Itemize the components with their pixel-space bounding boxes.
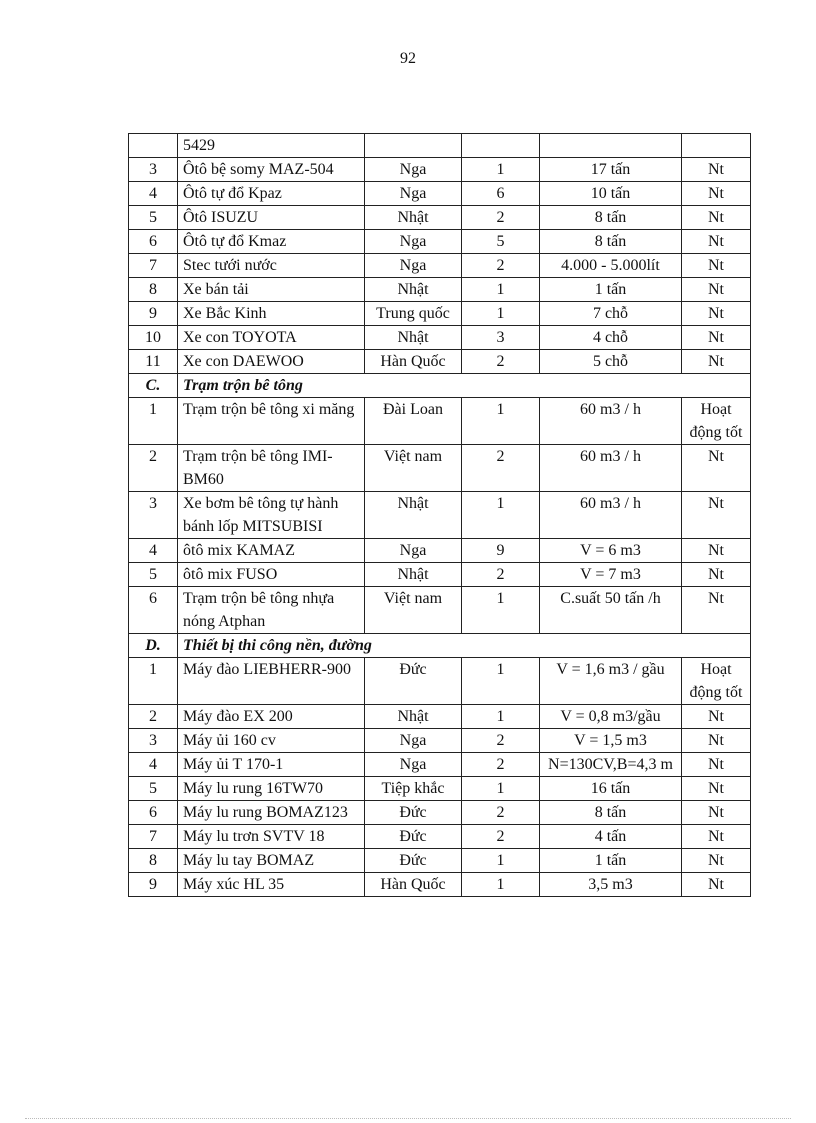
cell-status: Hoạt động tốt	[682, 658, 751, 705]
table-row	[129, 134, 751, 158]
cell-capacity: 8 tấn	[540, 801, 682, 825]
cell-equipment-name: ôtô mix KAMAZ	[178, 539, 365, 563]
cell-capacity: 60 m3 / h	[540, 398, 682, 445]
cell-capacity: C.suất 50 tấn /h	[540, 587, 682, 634]
cell-equipment-name: Máy đào LIEBHERR-900	[178, 658, 365, 705]
cell-capacity: 16 tấn	[540, 777, 682, 801]
cell-equipment-name: 5429	[178, 134, 365, 158]
cell-equipment-name: Máy lu tay BOMAZ	[178, 849, 365, 873]
cell-quantity: 2	[462, 563, 540, 587]
cell-status: Nt	[682, 182, 751, 206]
cell-origin: Việt nam	[365, 587, 462, 634]
section-title: Thiết bị thi công nền, đường	[178, 634, 751, 658]
cell-equipment-name: Trạm trộn bê tông xi măng	[178, 398, 365, 445]
cell-capacity: 60 m3 / h	[540, 445, 682, 492]
cell-index: 6	[129, 230, 178, 254]
table-row	[129, 849, 751, 873]
cell-equipment-name: Xe con TOYOTA	[178, 326, 365, 350]
cell-status	[682, 134, 751, 158]
cell-index: 7	[129, 825, 178, 849]
cell-capacity: V = 7 m3	[540, 563, 682, 587]
cell-status: Nt	[682, 563, 751, 587]
equipment-table-body	[129, 134, 751, 897]
cell-capacity: 10 tấn	[540, 182, 682, 206]
cell-origin: Hàn Quốc	[365, 350, 462, 374]
table-row	[129, 326, 751, 350]
table-row	[129, 539, 751, 563]
cell-origin: Nhật	[365, 705, 462, 729]
cell-capacity: 1 tấn	[540, 278, 682, 302]
table-row	[129, 302, 751, 326]
section-header-row	[129, 634, 751, 658]
cell-equipment-name: Stec tưới nước	[178, 254, 365, 278]
cell-capacity: 60 m3 / h	[540, 492, 682, 539]
cell-origin: Nga	[365, 158, 462, 182]
cell-index: 11	[129, 350, 178, 374]
cell-status: Nt	[682, 825, 751, 849]
table-row	[129, 158, 751, 182]
cell-origin: Đức	[365, 825, 462, 849]
cell-index: 8	[129, 278, 178, 302]
cell-quantity: 2	[462, 753, 540, 777]
cell-status: Nt	[682, 326, 751, 350]
section-title: Trạm trộn bê tông	[178, 374, 751, 398]
cell-status: Nt	[682, 206, 751, 230]
cell-origin: Hàn Quốc	[365, 873, 462, 897]
table-row	[129, 254, 751, 278]
cell-origin: Nga	[365, 729, 462, 753]
cell-status: Nt	[682, 254, 751, 278]
table-row	[129, 801, 751, 825]
cell-index: 2	[129, 445, 178, 492]
cell-quantity: 1	[462, 398, 540, 445]
cell-quantity: 1	[462, 492, 540, 539]
cell-capacity: 1 tấn	[540, 849, 682, 873]
cell-index	[129, 134, 178, 158]
table-row	[129, 445, 751, 492]
cell-origin: Nhật	[365, 278, 462, 302]
cell-quantity: 1	[462, 873, 540, 897]
cell-status: Nt	[682, 158, 751, 182]
cell-status: Nt	[682, 801, 751, 825]
cell-quantity: 6	[462, 182, 540, 206]
cell-quantity: 2	[462, 350, 540, 374]
cell-index: 1	[129, 658, 178, 705]
cell-quantity: 2	[462, 801, 540, 825]
cell-status: Nt	[682, 729, 751, 753]
cell-origin: Nhật	[365, 492, 462, 539]
cell-capacity: 7 chỗ	[540, 302, 682, 326]
cell-origin: Việt nam	[365, 445, 462, 492]
cell-quantity: 1	[462, 278, 540, 302]
table-row	[129, 873, 751, 897]
cell-capacity: 17 tấn	[540, 158, 682, 182]
cell-origin: Đài Loan	[365, 398, 462, 445]
cell-equipment-name: Máy lu rung 16TW70	[178, 777, 365, 801]
cell-origin: Nga	[365, 753, 462, 777]
table-row	[129, 587, 751, 634]
cell-equipment-name: Trạm trộn bê tông IMI-BM60	[178, 445, 365, 492]
cell-index: 5	[129, 563, 178, 587]
cell-status: Nt	[682, 753, 751, 777]
cell-quantity: 5	[462, 230, 540, 254]
cell-origin	[365, 134, 462, 158]
cell-equipment-name: Máy ủi T 170-1	[178, 753, 365, 777]
cell-capacity: 3,5 m3	[540, 873, 682, 897]
cell-origin: Nga	[365, 182, 462, 206]
page-number: 92	[400, 50, 416, 67]
table-row	[129, 753, 751, 777]
cell-capacity: 8 tấn	[540, 206, 682, 230]
cell-origin: Tiệp khắc	[365, 777, 462, 801]
cell-origin: Nga	[365, 254, 462, 278]
cell-status: Hoạt động tốt	[682, 398, 751, 445]
cell-index: 4	[129, 182, 178, 206]
cell-capacity: 4 tấn	[540, 825, 682, 849]
cell-origin: Đức	[365, 849, 462, 873]
cell-capacity: V = 0,8 m3/gầu	[540, 705, 682, 729]
cell-quantity: 1	[462, 777, 540, 801]
cell-quantity: 1	[462, 849, 540, 873]
cell-capacity: V = 1,6 m3 / gầu	[540, 658, 682, 705]
cell-equipment-name: Ôtô bệ somy MAZ-504	[178, 158, 365, 182]
cell-index: 6	[129, 587, 178, 634]
cell-index: 4	[129, 753, 178, 777]
page-bottom-rule	[25, 1118, 791, 1119]
table-row	[129, 492, 751, 539]
cell-equipment-name: ôtô mix FUSO	[178, 563, 365, 587]
cell-index: 9	[129, 302, 178, 326]
cell-index: 8	[129, 849, 178, 873]
cell-origin: Đức	[365, 801, 462, 825]
cell-status: Nt	[682, 302, 751, 326]
table-row	[129, 230, 751, 254]
cell-equipment-name: Máy đào EX 200	[178, 705, 365, 729]
cell-origin: Nhật	[365, 563, 462, 587]
equipment-table	[128, 133, 751, 897]
cell-capacity: V = 1,5 m3	[540, 729, 682, 753]
cell-equipment-name: Trạm trộn bê tông nhựa nóng Atphan	[178, 587, 365, 634]
table-row	[129, 182, 751, 206]
cell-index: 5	[129, 777, 178, 801]
cell-index: 1	[129, 398, 178, 445]
table-row	[129, 825, 751, 849]
cell-capacity: 8 tấn	[540, 230, 682, 254]
cell-origin: Nga	[365, 230, 462, 254]
cell-quantity: 1	[462, 587, 540, 634]
table-row	[129, 278, 751, 302]
cell-index: 4	[129, 539, 178, 563]
cell-quantity: 1	[462, 658, 540, 705]
cell-capacity	[540, 134, 682, 158]
cell-origin: Trung quốc	[365, 302, 462, 326]
cell-status: Nt	[682, 849, 751, 873]
table-row	[129, 705, 751, 729]
cell-quantity: 2	[462, 206, 540, 230]
cell-index: 6	[129, 801, 178, 825]
table-row	[129, 206, 751, 230]
table-row	[129, 777, 751, 801]
cell-quantity: 2	[462, 825, 540, 849]
cell-status: Nt	[682, 873, 751, 897]
cell-equipment-name: Xe bán tải	[178, 278, 365, 302]
cell-index: 10	[129, 326, 178, 350]
table-row	[129, 350, 751, 374]
cell-equipment-name: Máy ủi 160 cv	[178, 729, 365, 753]
table-row	[129, 398, 751, 445]
cell-equipment-name: Xe bơm bê tông tự hành bánh lốp MITSUBISI	[178, 492, 365, 539]
cell-status: Nt	[682, 492, 751, 539]
cell-capacity: 4 chỗ	[540, 326, 682, 350]
cell-status: Nt	[682, 539, 751, 563]
cell-index: 3	[129, 492, 178, 539]
cell-status: Nt	[682, 445, 751, 492]
cell-index: 3	[129, 158, 178, 182]
cell-quantity: 1	[462, 158, 540, 182]
cell-quantity: 2	[462, 254, 540, 278]
cell-index: 9	[129, 873, 178, 897]
cell-quantity: 9	[462, 539, 540, 563]
cell-equipment-name: Xe con DAEWOO	[178, 350, 365, 374]
cell-status: Nt	[682, 777, 751, 801]
cell-equipment-name: Máy lu trơn SVTV 18	[178, 825, 365, 849]
cell-equipment-name: Máy xúc HL 35	[178, 873, 365, 897]
section-code: C.	[129, 374, 178, 398]
cell-status: Nt	[682, 350, 751, 374]
cell-index: 5	[129, 206, 178, 230]
cell-quantity: 1	[462, 705, 540, 729]
cell-index: 2	[129, 705, 178, 729]
cell-origin: Nhật	[365, 326, 462, 350]
cell-origin: Đức	[365, 658, 462, 705]
cell-equipment-name: Máy lu rung BOMAZ123	[178, 801, 365, 825]
cell-capacity: 4.000 - 5.000lít	[540, 254, 682, 278]
cell-status: Nt	[682, 705, 751, 729]
cell-index: 3	[129, 729, 178, 753]
cell-equipment-name: Ôtô tự đổ Kpaz	[178, 182, 365, 206]
cell-quantity: 3	[462, 326, 540, 350]
cell-index: 7	[129, 254, 178, 278]
cell-status: Nt	[682, 587, 751, 634]
section-header-row	[129, 374, 751, 398]
cell-status: Nt	[682, 278, 751, 302]
cell-origin: Nhật	[365, 206, 462, 230]
cell-equipment-name: Ôtô ISUZU	[178, 206, 365, 230]
section-code: D.	[129, 634, 178, 658]
table-row	[129, 729, 751, 753]
cell-status: Nt	[682, 230, 751, 254]
cell-capacity: 5 chỗ	[540, 350, 682, 374]
cell-equipment-name: Xe Bắc Kinh	[178, 302, 365, 326]
table-row	[129, 658, 751, 705]
table-row	[129, 563, 751, 587]
cell-quantity: 1	[462, 302, 540, 326]
cell-quantity: 2	[462, 729, 540, 753]
cell-capacity: N=130CV,B=4,3 m	[540, 753, 682, 777]
cell-capacity: V = 6 m3	[540, 539, 682, 563]
cell-origin: Nga	[365, 539, 462, 563]
cell-quantity	[462, 134, 540, 158]
cell-quantity: 2	[462, 445, 540, 492]
cell-equipment-name: Ôtô tự đổ Kmaz	[178, 230, 365, 254]
